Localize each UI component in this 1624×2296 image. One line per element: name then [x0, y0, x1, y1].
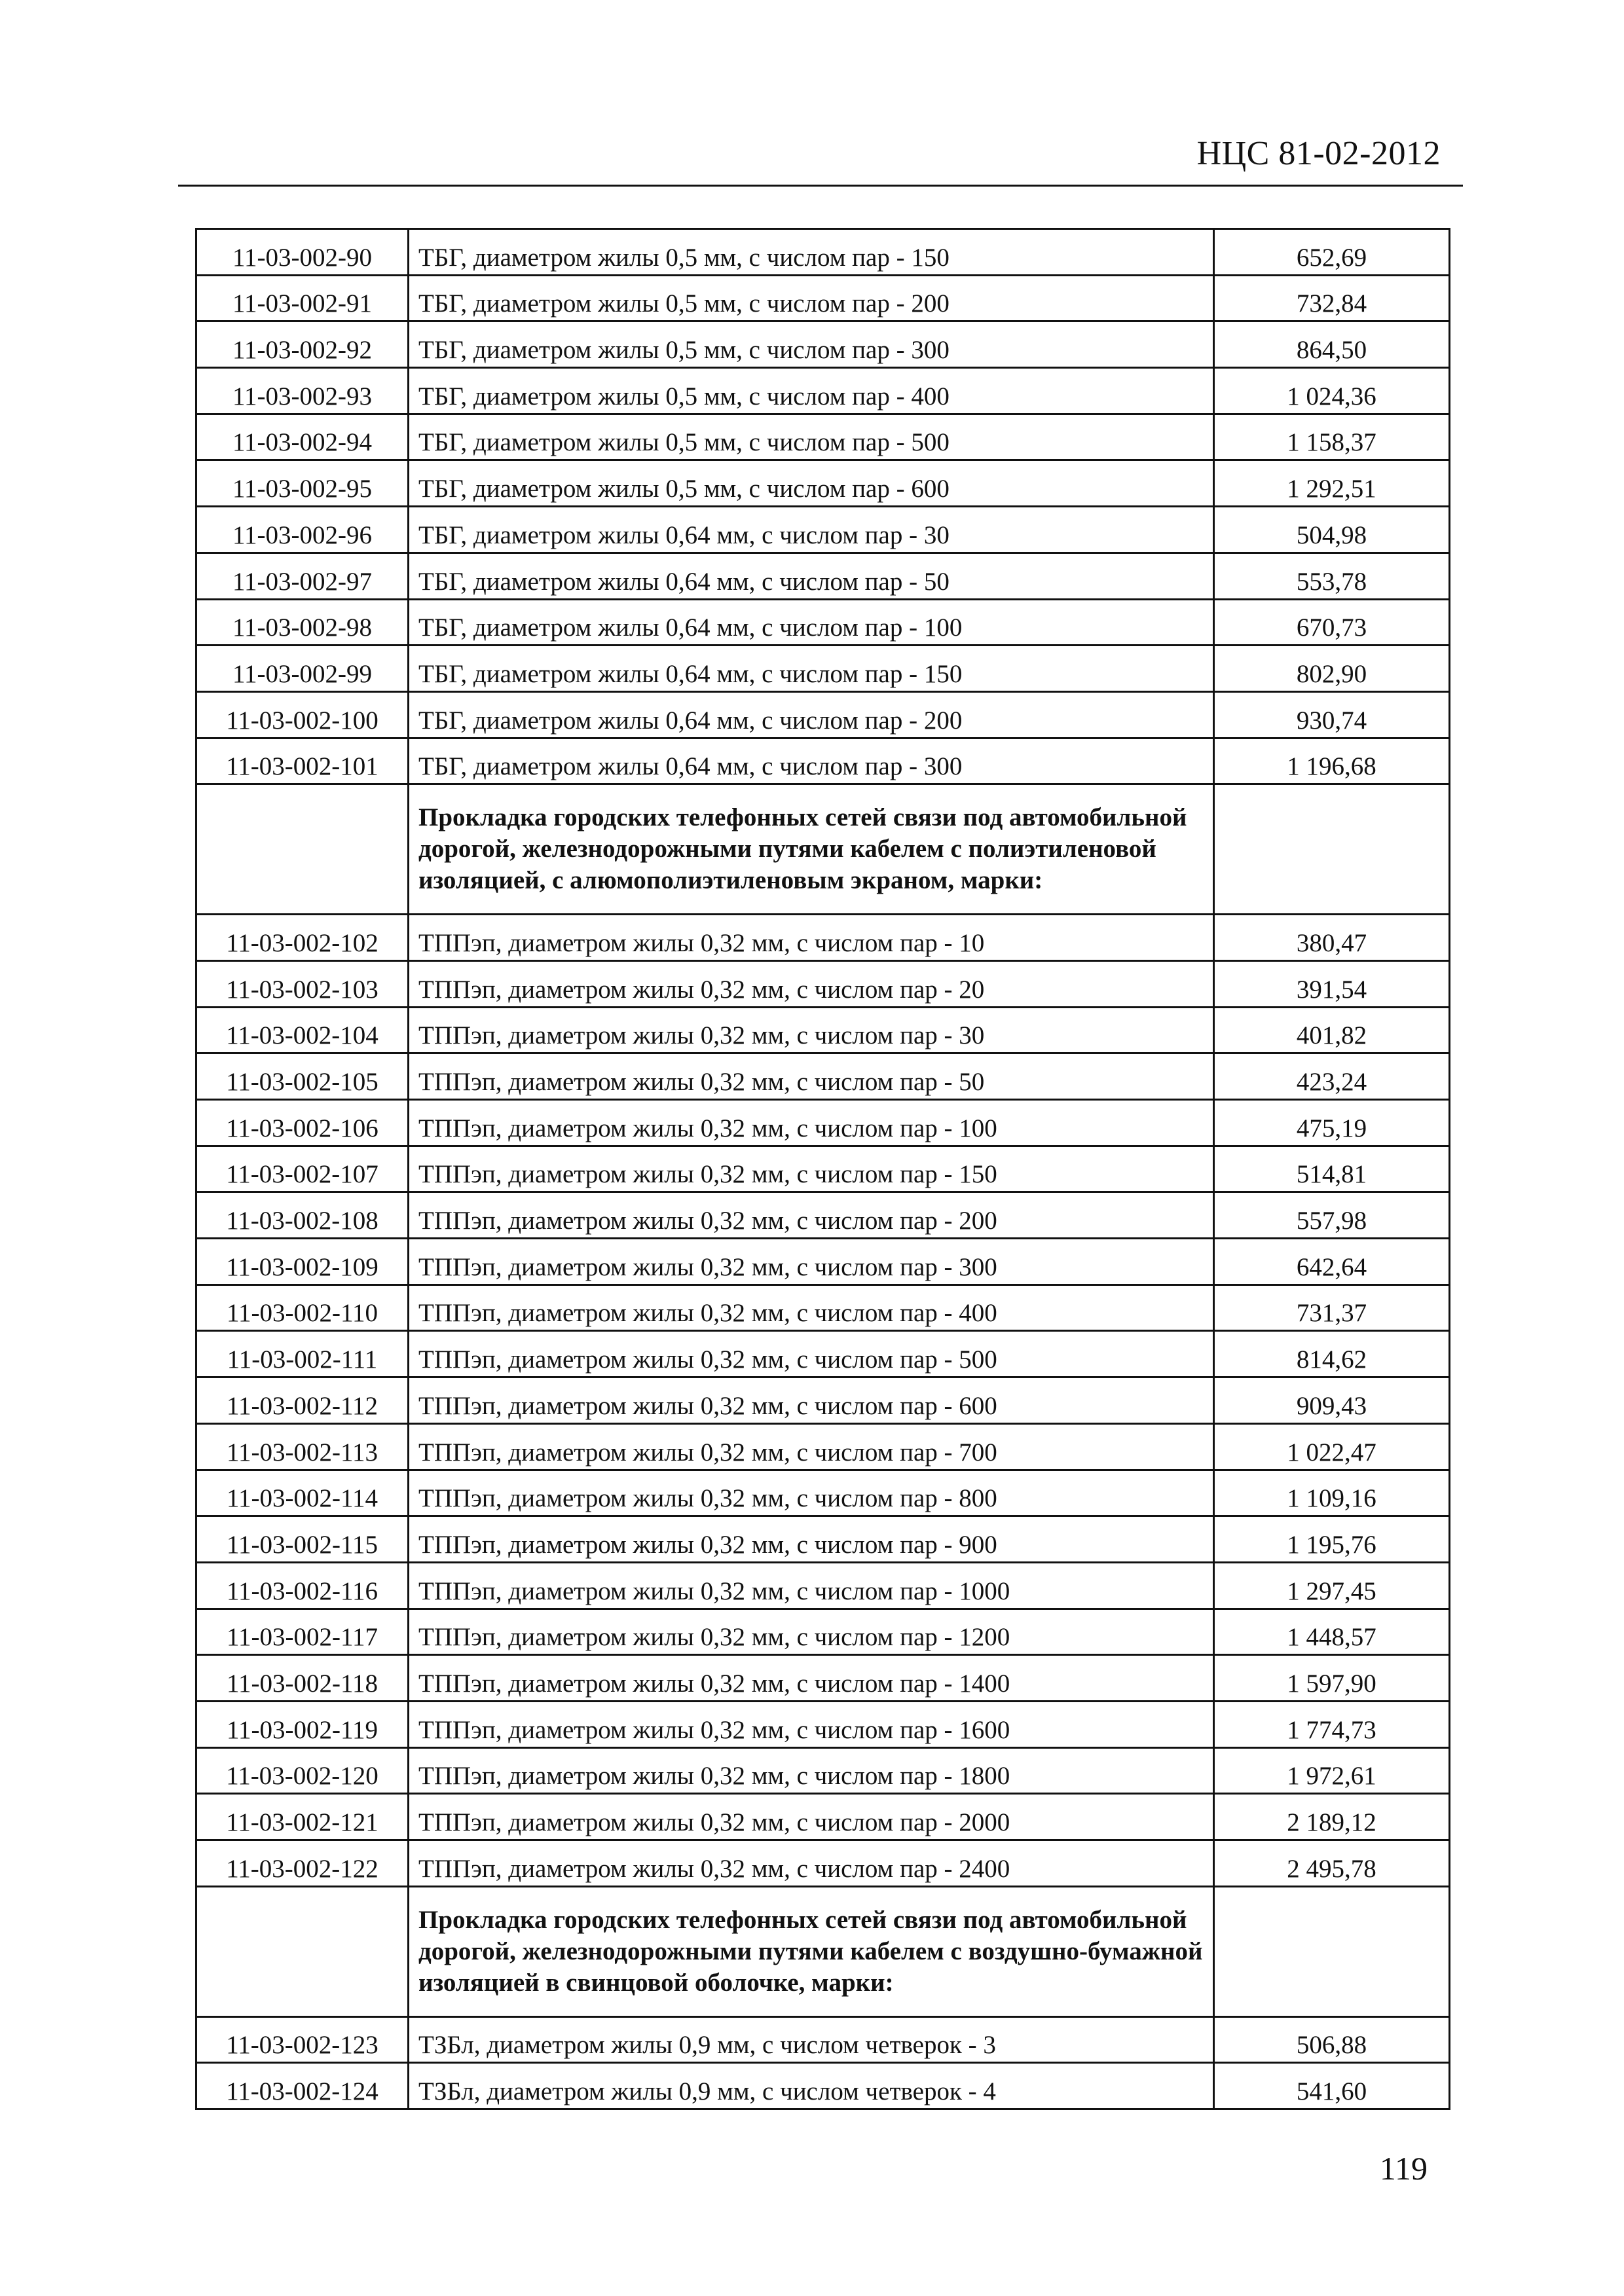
- section-heading-row: [196, 1886, 1450, 2016]
- rate-code-cell: 11-03-002-99: [196, 646, 409, 692]
- rate-description-cell: ТППэп, диаметром жилы 0,32 мм, с числом пар - 800: [409, 1470, 1214, 1516]
- table-row: [196, 915, 1450, 961]
- table-row: [196, 646, 1450, 692]
- table-row: [196, 1007, 1450, 1053]
- price-table: [195, 228, 1450, 2110]
- rate-description-cell: ТБГ, диаметром жилы 0,5 мм, с числом пар - 600: [409, 460, 1214, 507]
- rate-price-cell: 506,88: [1214, 2016, 1450, 2063]
- rate-price-cell: 391,54: [1214, 960, 1450, 1007]
- rate-code-cell: 11-03-002-101: [196, 738, 409, 784]
- rate-description-cell: ТППэп, диаметром жилы 0,32 мм, с числом пар - 50: [409, 1053, 1214, 1100]
- rate-description-cell: ТППэп, диаметром жилы 0,32 мм, с числом пар - 100: [409, 1100, 1214, 1146]
- rate-code-cell: 11-03-002-92: [196, 321, 409, 368]
- rate-price-cell: 401,82: [1214, 1007, 1450, 1053]
- rate-code-cell: 11-03-002-114: [196, 1470, 409, 1516]
- table-row: [196, 1239, 1450, 1285]
- rate-description-cell: ТППэп, диаметром жилы 0,32 мм, с числом пар - 700: [409, 1423, 1214, 1470]
- rate-code-cell: [196, 1886, 409, 2016]
- rate-price-cell: 504,98: [1214, 507, 1450, 553]
- rate-price-cell: 1 448,57: [1214, 1609, 1450, 1655]
- rate-description-cell: ТБГ, диаметром жилы 0,64 мм, с числом пар - 200: [409, 691, 1214, 738]
- table-row: [196, 2016, 1450, 2063]
- rate-code-cell: 11-03-002-97: [196, 553, 409, 599]
- rate-code-cell: 11-03-002-98: [196, 599, 409, 646]
- rate-description-cell: ТЗБл, диаметром жилы 0,9 мм, с числом четверок - 3: [409, 2016, 1214, 2063]
- rate-description-cell: ТППэп, диаметром жилы 0,32 мм, с числом пар - 400: [409, 1285, 1214, 1331]
- rate-price-cell: 1 297,45: [1214, 1562, 1450, 1609]
- rate-description-cell: ТБГ, диаметром жилы 0,5 мм, с числом пар - 200: [409, 275, 1214, 321]
- rate-description-cell: ТБГ, диаметром жилы 0,5 мм, с числом пар - 150: [409, 229, 1214, 276]
- rate-code-cell: 11-03-002-124: [196, 2063, 409, 2109]
- rate-price-cell: 1 196,68: [1214, 738, 1450, 784]
- rate-description-cell: ТППэп, диаметром жилы 0,32 мм, с числом пар - 150: [409, 1146, 1214, 1192]
- rate-code-cell: 11-03-002-108: [196, 1192, 409, 1239]
- rate-price-cell: 670,73: [1214, 599, 1450, 646]
- rate-price-cell: [1214, 1886, 1450, 2016]
- rate-code-cell: 11-03-002-116: [196, 1562, 409, 1609]
- rate-code-cell: 11-03-002-102: [196, 915, 409, 961]
- rate-code-cell: 11-03-002-104: [196, 1007, 409, 1053]
- rate-description-cell: ТППэп, диаметром жилы 0,32 мм, с числом пар - 1800: [409, 1747, 1214, 1794]
- table-row: [196, 1470, 1450, 1516]
- table-row: [196, 1840, 1450, 1887]
- rate-code-cell: 11-03-002-96: [196, 507, 409, 553]
- table-row: [196, 368, 1450, 414]
- rate-code-cell: 11-03-002-106: [196, 1100, 409, 1146]
- table-row: [196, 460, 1450, 507]
- section-heading-text: Прокладка городских телефонных сетей связи под автомобильной дорогой, железнодорожными путями кабелем с полиэтиленовой изоляцией, с алюмополиэтиленовым экраном, марки:: [409, 784, 1214, 915]
- rate-description-cell: ТППэп, диаметром жилы 0,32 мм, с числом пар - 1600: [409, 1701, 1214, 1747]
- rate-code-cell: 11-03-002-118: [196, 1655, 409, 1702]
- rate-code-cell: 11-03-002-95: [196, 460, 409, 507]
- rate-code-cell: 11-03-002-120: [196, 1747, 409, 1794]
- document-code: НЦС 81-02-2012: [1196, 135, 1441, 172]
- page-number: 119: [1379, 2150, 1428, 2187]
- table-row: [196, 1747, 1450, 1794]
- section-heading-row: [196, 784, 1450, 915]
- rate-price-cell: [1214, 784, 1450, 915]
- rate-price-cell: 2 189,12: [1214, 1794, 1450, 1840]
- rate-description-cell: ТППэп, диаметром жилы 0,32 мм, с числом пар - 600: [409, 1377, 1214, 1424]
- rate-code-cell: 11-03-002-93: [196, 368, 409, 414]
- table-row: [196, 1331, 1450, 1377]
- rate-code-cell: 11-03-002-107: [196, 1146, 409, 1192]
- rate-code-cell: 11-03-002-123: [196, 2016, 409, 2063]
- rate-price-cell: 731,37: [1214, 1285, 1450, 1331]
- table-row: [196, 1285, 1450, 1331]
- rate-code-cell: 11-03-002-111: [196, 1331, 409, 1377]
- rate-code-cell: 11-03-002-94: [196, 414, 409, 460]
- rate-price-cell: 802,90: [1214, 646, 1450, 692]
- header-divider: [178, 185, 1463, 187]
- rate-description-cell: ТППэп, диаметром жилы 0,32 мм, с числом пар - 2000: [409, 1794, 1214, 1840]
- rate-price-cell: 557,98: [1214, 1192, 1450, 1239]
- table-row: [196, 507, 1450, 553]
- rate-price-cell: 423,24: [1214, 1053, 1450, 1100]
- rate-price-cell: 814,62: [1214, 1331, 1450, 1377]
- rate-price-cell: 1 774,73: [1214, 1701, 1450, 1747]
- table-row: [196, 1192, 1450, 1239]
- rate-price-cell: 1 022,47: [1214, 1423, 1450, 1470]
- rate-description-cell: ТБГ, диаметром жилы 0,64 мм, с числом пар - 150: [409, 646, 1214, 692]
- table-row: [196, 1794, 1450, 1840]
- rate-description-cell: ТППэп, диаметром жилы 0,32 мм, с числом пар - 20: [409, 960, 1214, 1007]
- rate-price-cell: 541,60: [1214, 2063, 1450, 2109]
- rate-code-cell: 11-03-002-119: [196, 1701, 409, 1747]
- rate-description-cell: ТППэп, диаметром жилы 0,32 мм, с числом пар - 1000: [409, 1562, 1214, 1609]
- rate-description-cell: ТППэп, диаметром жилы 0,32 мм, с числом пар - 10: [409, 915, 1214, 961]
- table-row: [196, 1377, 1450, 1424]
- rate-price-cell: 1 972,61: [1214, 1747, 1450, 1794]
- rate-description-cell: ТППэп, диаметром жилы 0,32 мм, с числом пар - 30: [409, 1007, 1214, 1053]
- section-heading-text: Прокладка городских телефонных сетей связи под автомобильной дорогой, железнодорожными путями кабелем с воздушно-бумажной изоляцией в свинцовой оболочке, марки:: [409, 1886, 1214, 2016]
- table-row: [196, 1562, 1450, 1609]
- rate-code-cell: 11-03-002-122: [196, 1840, 409, 1887]
- table-row: [196, 1146, 1450, 1192]
- rate-description-cell: ТБГ, диаметром жилы 0,5 мм, с числом пар - 500: [409, 414, 1214, 460]
- rate-description-cell: ТБГ, диаметром жилы 0,64 мм, с числом пар - 300: [409, 738, 1214, 784]
- rate-price-cell: 514,81: [1214, 1146, 1450, 1192]
- rate-description-cell: ТБГ, диаметром жилы 0,5 мм, с числом пар - 400: [409, 368, 1214, 414]
- table-row: [196, 1053, 1450, 1100]
- rate-price-cell: 553,78: [1214, 553, 1450, 599]
- rate-price-cell: 642,64: [1214, 1239, 1450, 1285]
- rate-code-cell: 11-03-002-103: [196, 960, 409, 1007]
- table-row: [196, 414, 1450, 460]
- rate-code-cell: 11-03-002-115: [196, 1516, 409, 1563]
- rate-code-cell: 11-03-002-121: [196, 1794, 409, 1840]
- rate-price-cell: 1 597,90: [1214, 1655, 1450, 1702]
- rate-description-cell: ТППэп, диаметром жилы 0,32 мм, с числом пар - 1200: [409, 1609, 1214, 1655]
- table-row: [196, 275, 1450, 321]
- rate-price-cell: 1 292,51: [1214, 460, 1450, 507]
- rate-code-cell: 11-03-002-90: [196, 229, 409, 276]
- table-row: [196, 599, 1450, 646]
- rate-code-cell: 11-03-002-113: [196, 1423, 409, 1470]
- rate-description-cell: ТБГ, диаметром жилы 0,5 мм, с числом пар - 300: [409, 321, 1214, 368]
- rate-price-cell: 475,19: [1214, 1100, 1450, 1146]
- table-row: [196, 1701, 1450, 1747]
- rate-description-cell: ТППэп, диаметром жилы 0,32 мм, с числом пар - 200: [409, 1192, 1214, 1239]
- rate-price-cell: 930,74: [1214, 691, 1450, 738]
- table-row: [196, 1655, 1450, 1702]
- table-row: [196, 229, 1450, 276]
- rate-price-cell: 2 495,78: [1214, 1840, 1450, 1887]
- rate-price-cell: 1 024,36: [1214, 368, 1450, 414]
- table-row: [196, 1100, 1450, 1146]
- rate-description-cell: ТБГ, диаметром жилы 0,64 мм, с числом пар - 100: [409, 599, 1214, 646]
- rate-description-cell: ТППэп, диаметром жилы 0,32 мм, с числом пар - 500: [409, 1331, 1214, 1377]
- table-row: [196, 321, 1450, 368]
- rate-price-cell: 864,50: [1214, 321, 1450, 368]
- rate-description-cell: ТБГ, диаметром жилы 0,64 мм, с числом пар - 50: [409, 553, 1214, 599]
- rate-description-cell: ТППэп, диаметром жилы 0,32 мм, с числом пар - 2400: [409, 1840, 1214, 1887]
- rate-code-cell: 11-03-002-100: [196, 691, 409, 738]
- rate-code-cell: 11-03-002-112: [196, 1377, 409, 1424]
- rate-price-cell: 380,47: [1214, 915, 1450, 961]
- table-row: [196, 691, 1450, 738]
- rate-price-cell: 1 195,76: [1214, 1516, 1450, 1563]
- table-row: [196, 960, 1450, 1007]
- rate-code-cell: 11-03-002-109: [196, 1239, 409, 1285]
- rate-code-cell: 11-03-002-117: [196, 1609, 409, 1655]
- table-row: [196, 738, 1450, 784]
- rate-price-cell: 652,69: [1214, 229, 1450, 276]
- table-row: [196, 1609, 1450, 1655]
- table-row: [196, 1423, 1450, 1470]
- table-row: [196, 553, 1450, 599]
- rate-code-cell: 11-03-002-105: [196, 1053, 409, 1100]
- rate-code-cell: 11-03-002-91: [196, 275, 409, 321]
- rate-description-cell: ТЗБл, диаметром жилы 0,9 мм, с числом четверок - 4: [409, 2063, 1214, 2109]
- rate-description-cell: ТППэп, диаметром жилы 0,32 мм, с числом пар - 900: [409, 1516, 1214, 1563]
- rate-code-cell: [196, 784, 409, 915]
- rate-price-cell: 909,43: [1214, 1377, 1450, 1424]
- rate-price-cell: 732,84: [1214, 275, 1450, 321]
- rate-price-cell: 1 109,16: [1214, 1470, 1450, 1516]
- rate-code-cell: 11-03-002-110: [196, 1285, 409, 1331]
- rate-description-cell: ТППэп, диаметром жилы 0,32 мм, с числом пар - 300: [409, 1239, 1214, 1285]
- rate-description-cell: ТБГ, диаметром жилы 0,64 мм, с числом пар - 30: [409, 507, 1214, 553]
- price-table-body: [196, 229, 1450, 2109]
- table-row: [196, 2063, 1450, 2109]
- rate-price-cell: 1 158,37: [1214, 414, 1450, 460]
- table-row: [196, 1516, 1450, 1563]
- rate-description-cell: ТППэп, диаметром жилы 0,32 мм, с числом пар - 1400: [409, 1655, 1214, 1702]
